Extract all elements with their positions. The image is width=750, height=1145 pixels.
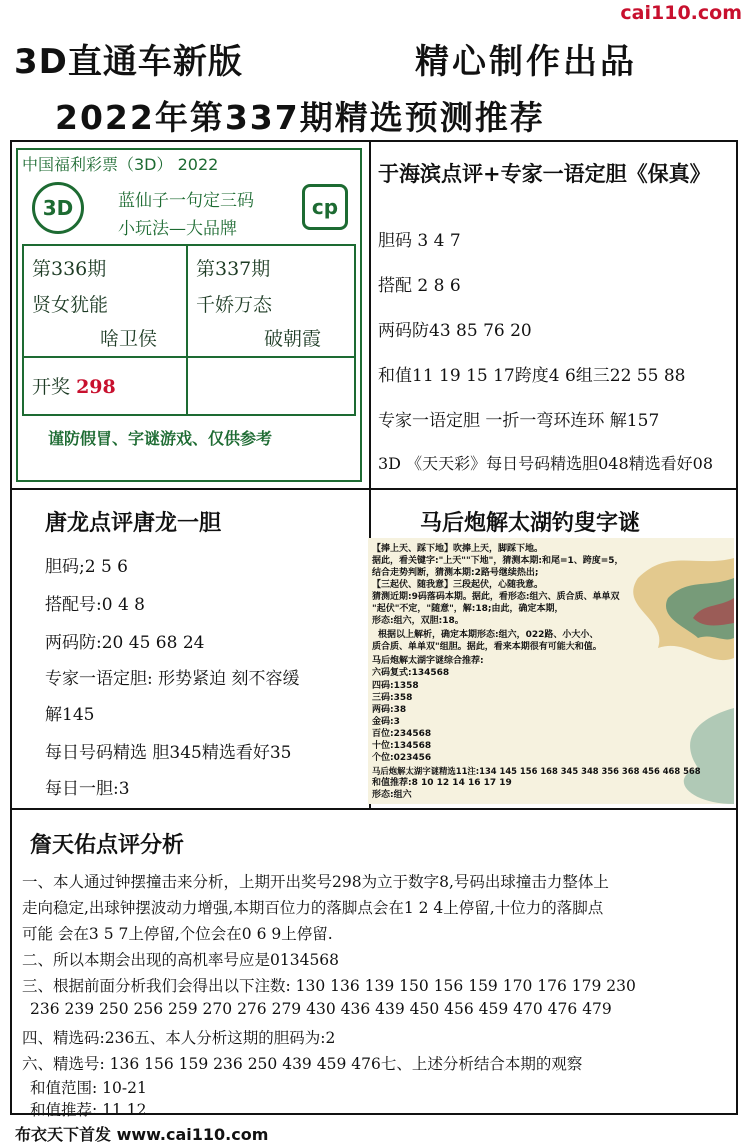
site-logo-text: cai110.com xyxy=(620,2,742,24)
rt-line: 3D 《天天彩》每日号码精选胆048精选看好08 xyxy=(378,454,713,473)
lb-line: 两码防:20 45 68 24 xyxy=(45,633,205,653)
row-divider-2 xyxy=(10,808,738,810)
puzzle-line: 四码:1358 xyxy=(372,681,419,691)
puzzle-line: 百位:234568 xyxy=(372,729,432,739)
lottery-ticket xyxy=(16,148,362,482)
puzzle-line: 马后炮解太湖字谜综合推荐: xyxy=(372,656,484,666)
analysis-line: 236 239 250 256 259 270 276 279 430 436 439 450 456 459 470 476 479 xyxy=(30,1000,612,1018)
analysis-line: 走向稳定,出球钟摆波动力增强,本期百位力的落脚点会在1 2 4上停留,十位力的落脚点 xyxy=(22,899,604,917)
section-title-yuhaibin: 于海滨点评+专家一语定胆《保真》 xyxy=(378,161,711,186)
puzzle-line: 六码复式:134568 xyxy=(372,668,450,678)
site-logo xyxy=(620,2,742,24)
puzzle-line: 结合走势判断，猜测本期:2路号继续热出; xyxy=(372,568,539,578)
header-title-right: 精心制作出品 xyxy=(415,42,637,82)
lb-line: 胆码;2 5 6 xyxy=(45,557,128,577)
draw-result xyxy=(32,372,116,399)
section-title-zhantianyou: 詹天佑点评分析 xyxy=(30,832,185,858)
ticket-grid-vline xyxy=(186,244,188,416)
rt-line: 和值11 19 15 17跨度4 6组三22 55 88 xyxy=(378,366,686,386)
puzzle-line: 十位:134568 xyxy=(372,741,432,751)
row-divider-1 xyxy=(10,488,738,490)
lb-line: 专家一语定胆: 形势紧迫 刻不容缓 xyxy=(45,669,300,689)
analysis-line: 一、本人通过钟摆撞击来分析，上期开出奖号298为立于数字8,号码出球撞击力整体上 xyxy=(22,873,609,891)
puzzle-line: 根据以上解析，确定本期形态:组六，022路、小大小、 xyxy=(378,630,599,640)
cell-a-line2: 啥卫侯 xyxy=(100,328,158,350)
analysis-line: 二、所以本期会出现的高机率号应是0134568 xyxy=(22,951,340,969)
analysis-line: 和值范围: 10-21 xyxy=(30,1079,147,1097)
puzzle-line: 形态:组六，双胆:18。 xyxy=(372,616,464,626)
puzzle-line: 金码:3 xyxy=(372,717,400,727)
cp-logo-icon: cp xyxy=(302,184,348,230)
footer-source: 布衣天下首发 www.cai110.com xyxy=(15,1125,269,1144)
ticket-slogan-2: 小玩法—大品牌 xyxy=(118,219,237,239)
lb-line: 解145 xyxy=(45,705,95,725)
puzzle-line: "起伏"不定，"随意"，解:18;由此，确定本期， xyxy=(372,604,564,614)
lb-line: 搭配号:0 4 8 xyxy=(45,595,145,615)
puzzle-line: 据此，看关键字:"上天""下地"，猜测本期:和尾=1、跨度=5， xyxy=(372,556,624,566)
draw-value: 298 xyxy=(76,376,116,398)
ticket-slogan-1: 蓝仙子一句定三码 xyxy=(118,191,254,211)
puzzle-line: 猜测近期:9码落码本期。据此，看形态:组六、质合质、单单双 xyxy=(372,592,620,602)
analysis-line: 四、精选码:236五、本人分析这期的胆码为:2 xyxy=(22,1029,336,1047)
cell-a-line1: 贤女犹能 xyxy=(32,294,109,316)
puzzle-line: 形态:组六 xyxy=(372,790,412,800)
section-title-tanglong: 唐龙点评唐龙一胆 xyxy=(45,510,222,536)
rt-line: 胆码 3 4 7 xyxy=(378,231,461,251)
puzzle-panel xyxy=(368,538,734,804)
puzzle-line: 质合质、单单双"组胆。据此，看来本期很有可能大和值。 xyxy=(372,642,602,652)
cell-b-line1: 千娇万态 xyxy=(196,294,273,316)
analysis-line: 六、精选号: 136 156 159 236 250 439 459 476七、上述分析结合本期的观察 xyxy=(22,1055,583,1073)
rt-line: 专家一语定胆 一折一弯环连环 解157 xyxy=(378,411,660,431)
draw-label: 开奖 xyxy=(32,376,71,398)
ticket-grid-hline xyxy=(22,356,356,358)
lb-line: 每日号码精选 胆345精选看好35 xyxy=(45,743,292,763)
header-title-left: 3D直通车新版 xyxy=(14,42,243,82)
analysis-line: 和值推荐: 11 12 xyxy=(30,1101,147,1119)
ticket-header: 中国福利彩票（3D） 2022 xyxy=(22,155,219,174)
cell-a-title: 第336期 xyxy=(32,258,107,280)
analysis-line: 可能 会在3 5 7上停留,个位会在0 6 9上停留. xyxy=(22,925,333,943)
rt-line: 两码防43 85 76 20 xyxy=(378,321,532,341)
puzzle-line: 【三起伏、随我意】三段起伏，心随我意。 xyxy=(372,580,544,590)
puzzle-line: 个位:023456 xyxy=(372,753,432,763)
puzzle-line: 两码:38 xyxy=(372,705,407,715)
3d-logo-icon: 3D xyxy=(32,182,84,234)
cell-b-line2: 破朝霞 xyxy=(264,328,322,350)
header-issue-title: 2022年第337期精选预测推荐 xyxy=(55,98,545,137)
puzzle-line: 【捧上天、踩下地】吹捧上天，脚踩下地。 xyxy=(372,544,544,554)
rt-line: 搭配 2 8 6 xyxy=(378,276,461,296)
section-title-mahoupao: 马后炮解太湖钓叟字谜 xyxy=(420,510,641,536)
puzzle-line: 和值推荐:8 10 12 14 16 17 19 xyxy=(372,778,512,788)
analysis-line: 三、根据前面分析我们会得出以下注数: 130 136 139 150 156 159 170 176 179 230 xyxy=(22,977,636,995)
lb-line: 每日一胆:3 xyxy=(45,779,130,799)
cell-b-title: 第337期 xyxy=(196,258,271,280)
ticket-warning: 谨防假冒、字谜游戏、仅供参考 xyxy=(48,429,273,448)
puzzle-line: 马后炮解太湖字谜精选11注:134 145 156 168 345 348 356 368 456 468 568 xyxy=(372,766,701,776)
puzzle-line: 三码:358 xyxy=(372,693,413,703)
